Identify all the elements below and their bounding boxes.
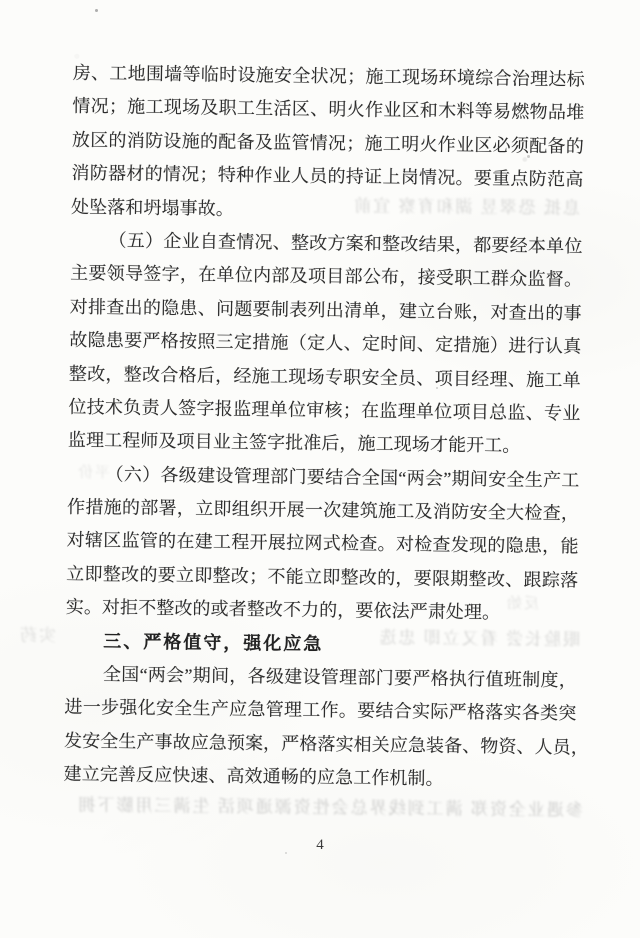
bleed-through-text: 眼脸长尝 看又立即 忠选 bbox=[377, 628, 581, 650]
bleed-through-text: 实药 bbox=[17, 625, 57, 646]
text-line: 立即整改的要立即整改；不能立即整改的，要限期整改、跟踪落 bbox=[66, 563, 579, 591]
text-line: 建立完善反应快速、高效通畅的应急工作机制。 bbox=[63, 763, 444, 789]
text-line-paragraph-start: （六）各级建设管理部门要结合全国“两会”期间安全生产工 bbox=[105, 463, 580, 491]
text-line: 故隐患要严格按照三定措施（定人、定时间、定措施）进行认真 bbox=[69, 329, 582, 357]
text-line-paragraph-start: 全国“两会”期间，各级建设管理部门要严格执行值班制度， bbox=[102, 664, 578, 691]
text-line: 对排查出的隐患、问题要制表列出清单，建立台账，对查出的事 bbox=[69, 296, 582, 324]
text-line: 放区的消防设施的配备及监管情况；施工明火作业区必须配备的 bbox=[71, 129, 585, 157]
text-line: 整改，整改合格后，经施工现场专职安全员、项目经理、施工单 bbox=[68, 363, 581, 390]
document-body bbox=[63, 57, 590, 798]
text-line: 消防器材的情况；特种作业人员的持证上岗情况。要重点防范高 bbox=[71, 162, 584, 190]
text-line: 作措施的部署，立即组织开展一次建筑施工及消防安全大检查， bbox=[66, 496, 580, 524]
text-line: 处坠落和坍塌事故。 bbox=[70, 196, 235, 219]
text-line: 位技术负责人签字报监理单位审核；在监理单位项目总监、专业 bbox=[68, 396, 581, 424]
scan-speck bbox=[95, 9, 98, 12]
text-line-paragraph-start: （五）企业自查情况、整改方案和整改结果，都要经本单位 bbox=[108, 230, 583, 257]
text-line: 对辖区监管的在建工程开展拉网式检查。对检查发现的隐患，能 bbox=[66, 530, 579, 557]
page-number: 4 bbox=[316, 837, 324, 853]
text-line: 房、工地围墙等临时设施安全状况；施工现场环境综合治理达标 bbox=[72, 62, 585, 90]
text-line: 情况；施工现场及职工生活区、明火作业区和木料等易燃物品堆 bbox=[72, 96, 585, 123]
bleed-through-text: 息抵 恐翠昱 湖和育察 宜前 bbox=[352, 196, 581, 218]
text-line: 发安全生产事故应急预案，严格落实相关应急装备、物资、人员， bbox=[63, 730, 590, 758]
bleed-through-text: 反始 bbox=[504, 595, 540, 613]
bleed-through-text: 参遇业全资郑 满工到线界总会性资源通项活 生满三用膨下拥 bbox=[76, 795, 584, 820]
text-line: 主要领导签字，在单位内部及项目部公布，接受职工群众监督。 bbox=[70, 263, 583, 290]
text-line: 实。对拒不整改的或者整改不力的，要依法严肃处理。 bbox=[65, 596, 501, 623]
text-line: 进一步强化安全生产应急管理工作。要结合实际严格落实各类突 bbox=[64, 697, 577, 724]
bleed-through-text: 平价 bbox=[75, 464, 111, 482]
text-line: 监理工程师及项目业主签字批准后，施工现场才能开工。 bbox=[67, 430, 521, 456]
section-heading: 三、严格值守，强化应急 bbox=[103, 630, 324, 654]
